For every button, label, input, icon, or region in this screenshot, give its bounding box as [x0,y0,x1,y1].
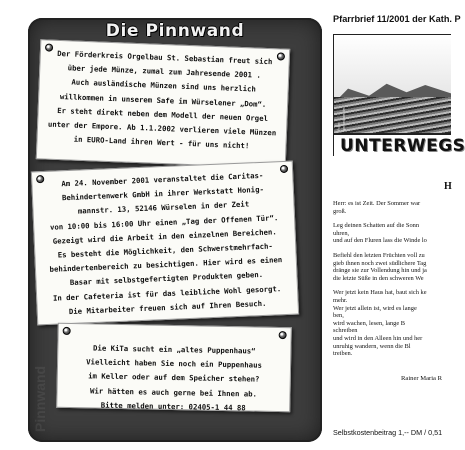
poem-line: wird wachen, lesen, lange B [333,319,406,327]
poem-text [333,200,450,358]
poem-line: Leg deinen Schatten auf die Sonn [333,222,420,230]
poem-author: Rainer Maria R [401,375,443,382]
photo-credit: Foto: gemeinde.de [336,107,346,131]
pinboard-title: Die Pinnwand [105,21,245,41]
notice-line: von 10:00 bis 16:00 Uhr einen „Tag der Offenen Tür“. [49,212,279,232]
photo-field [334,97,451,133]
poem-line: und wird in den Alleen hin und her [333,334,423,342]
poem-line: ben, [333,312,344,320]
stanza-gap [333,215,450,222]
notice-line: unter der Empore. Ab 1.1.2002 verlieren viele Münzen [47,119,277,138]
notice-line: Behindertenwerk GmbH in ihrer Werkstatt Honig- [61,185,265,203]
poem-line: und auf den Fluren lass die Winde lo [333,237,427,245]
notice-line: Er steht direkt neben dem Modell der neuen Orgel [57,105,269,123]
notice-line: über jede Münze, zumal zum Jahresende 2001 . [67,63,261,80]
notice-open-day [31,161,299,326]
poem-line: schreiben [333,327,358,335]
banner-title: UNTERWEGS [340,136,465,156]
notice-line: Wir hätten es auch gerne bei Ihnen ab. [89,386,258,399]
poem-line: mehr. [333,296,348,304]
notice-line: im Keller oder auf dem Speicher stehen? [88,371,260,385]
poem-line: dränge sie zur Vollendung hin und ja [333,267,427,275]
notice-organ-coins [36,39,290,169]
notice-line: Am 24. November 2001 veranstaltet die Caritas- [61,170,264,189]
poem-line: treiben. [333,350,353,358]
notice-line: Bitte melden unter: 02405-1 44 88 [100,400,246,413]
poem-line: Befiehl den letzten Früchten voll zu [333,251,425,259]
poem-line: gieb ihnen noch zwei südlichere Tag [333,259,427,267]
notice-line: Die KiTa sucht ein „altes Puppenhaus“ [92,343,256,356]
notice-line: willkommen in unserem Safe im Würselener „Dom“. [59,91,267,109]
pushpin-icon [63,327,71,335]
pinboard [28,18,322,442]
notice-line: Basar mit selbstgefertigten Produkten geben. [69,270,264,288]
newsletter-header: Pfarrbrief 11/2001 der Kath. P [333,14,461,24]
notice-line: Vielleicht haben Sie noch ein Puppenhaus [86,357,263,370]
notice-line: Die Mitarbeiter freuen sich auf Ihren Besuch. [68,298,267,316]
poem-line: Wer jetzt allein ist, wird es lange [333,304,417,312]
notice-line: in EURO-Land ihren Wert - für uns nicht! [73,134,250,151]
poem-line: die letzte Süße in den schweren We [333,274,424,282]
poem-line: uhren, [333,229,350,237]
board-watermark: Pinnwand [32,365,48,432]
notice-line: mannstr. 13, 52146 Würselen in der Zeit [77,199,250,217]
pushpin-icon [279,331,287,339]
poem-line: unruhig wandern, wenn die Bl [333,342,411,350]
notice-line: Auch ausländische Münzen sind uns herzlich [71,77,257,94]
banner [334,133,465,157]
notice-dollhouse [56,323,292,412]
notice-line: In der Cafeteria ist für das leibliche Wohl gesorgt. [52,283,282,303]
stanza-gap [333,245,450,252]
landscape-photo [333,34,465,156]
poem-line: Herr: es ist Zeit. Der Sommer war [333,200,421,207]
notice-line: Gezeigt wird die Arbeit in den einzelnen Bereichen. [52,227,277,246]
poem-line: groß. [333,207,347,215]
poem-line: Wer jetzt kein Haus hat, baut sich ke [333,289,427,297]
notice-line: behindertenbereich zu besichtigen. Hier wird es einen [49,255,283,275]
price-note: Selbstkostenbeitrag 1,-- DM / 0,51 [333,428,443,437]
section-heading: H [444,181,452,192]
notice-line: Es besteht die Möglichkeit, den Schwerstmehrfach- [57,241,274,260]
stanza-gap [333,282,450,289]
notice-line: Der Förderkreis Orgelbau St. Sebastian freut sich [57,48,273,67]
